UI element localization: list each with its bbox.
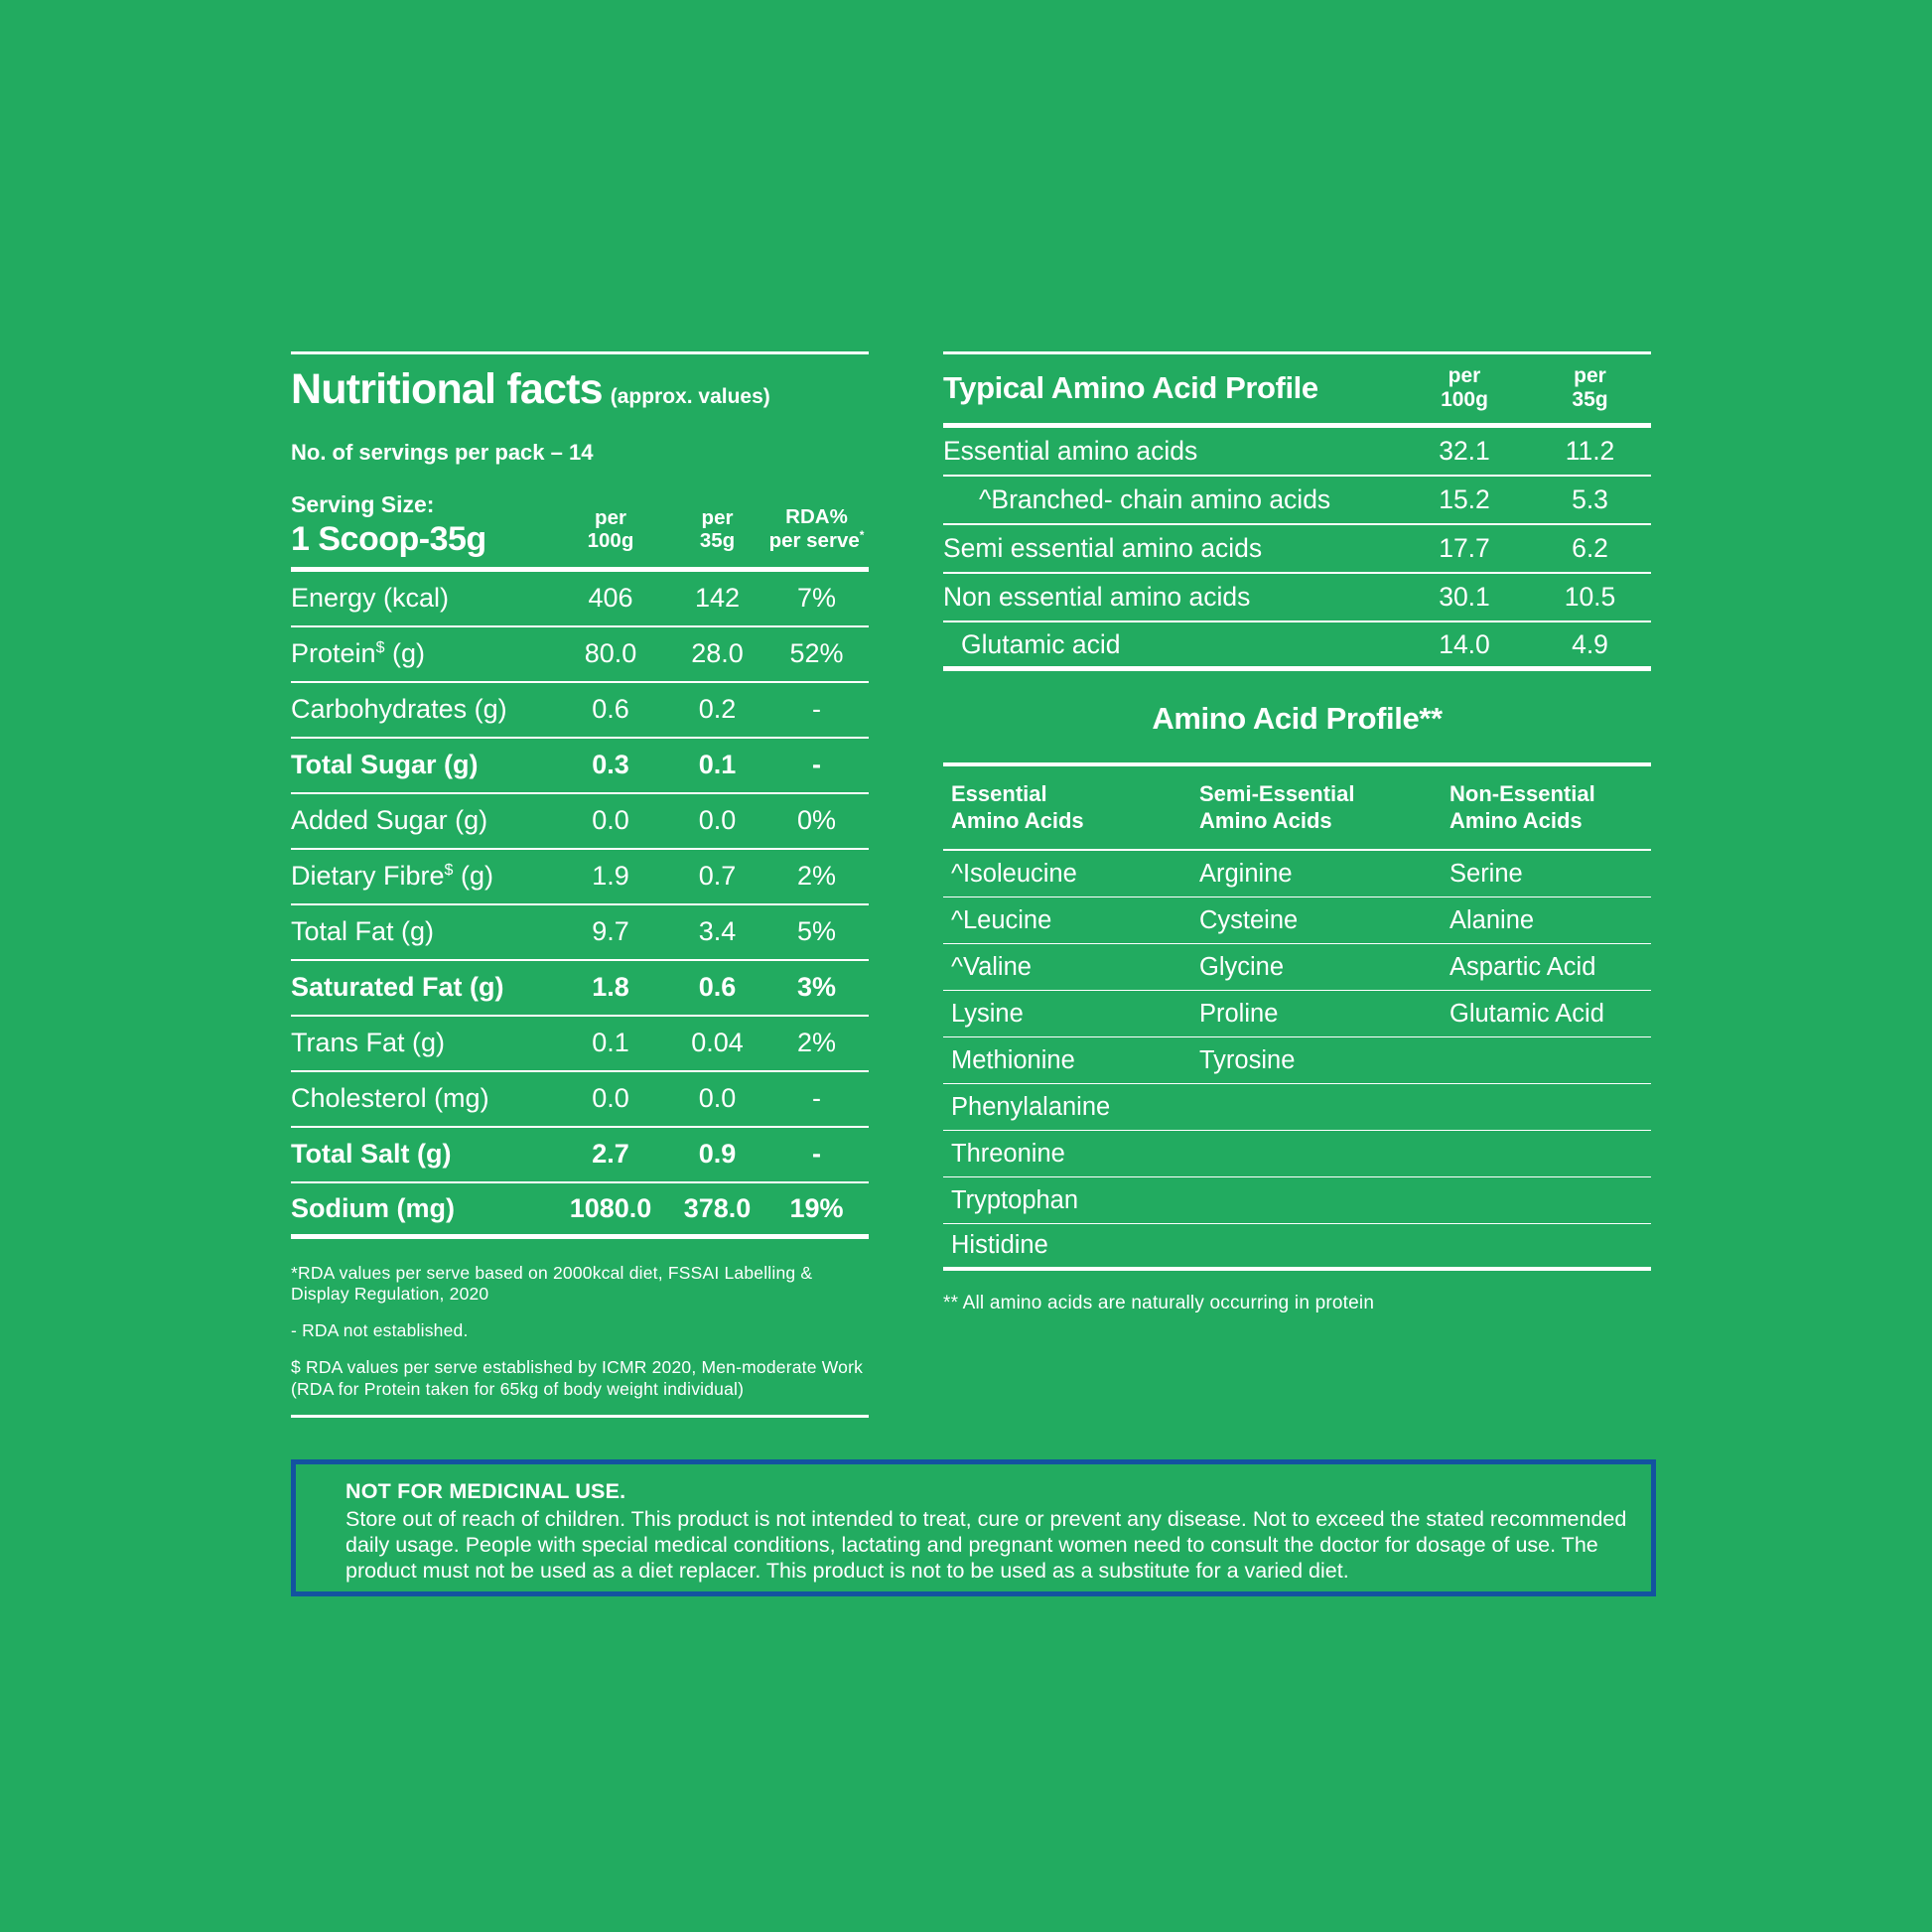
amino-row — [943, 944, 1651, 991]
column-header-per-100g — [551, 507, 670, 559]
semi-essential-amino: Arginine — [1199, 859, 1293, 888]
value-per-100g: 30.1 — [1439, 582, 1490, 613]
nutrient-name: Protein$ (g) — [291, 638, 425, 669]
semi-essential-amino: Proline — [1199, 999, 1279, 1028]
typical-row-non-essential — [943, 574, 1651, 622]
col-line2: 35g — [699, 528, 736, 552]
non-essential-amino: Serine — [1449, 859, 1523, 888]
amino-row — [943, 1084, 1651, 1131]
value-rda: 2% — [796, 861, 837, 892]
value-per-100g: 0.1 — [592, 1028, 629, 1058]
serving-size-label: Serving Size: — [291, 490, 435, 517]
col-line1: RDA% — [785, 505, 848, 529]
nutrition-row-energy — [291, 572, 869, 627]
nutrition-row-carbohydrates — [291, 683, 869, 739]
nutrition-row-cholesterol — [291, 1072, 869, 1128]
value-per-35g: 4.9 — [1572, 628, 1608, 659]
value-per-35g: 0.1 — [698, 750, 737, 780]
value-per-100g: 1080.0 — [569, 1192, 652, 1223]
value-per-100g: 0.0 — [592, 805, 629, 836]
typical-profile-title: Typical Amino Acid Profile — [943, 369, 1318, 405]
essential-amino: ^Leucine — [951, 905, 1052, 934]
value-per-35g: 0.6 — [698, 972, 737, 1003]
typical-row-glutamic-acid — [943, 622, 1651, 671]
value-rda: - — [812, 1083, 821, 1114]
value-per-100g: 0.6 — [592, 694, 629, 725]
footnote-rda-not-established: - RDA not established. — [291, 1320, 469, 1341]
value-per-35g: 0.2 — [698, 694, 737, 725]
value-per-100g: 1.8 — [592, 972, 629, 1003]
amino-row — [943, 1177, 1651, 1224]
value-per-35g: 0.7 — [698, 861, 737, 892]
title-text: Nutritional facts — [291, 365, 603, 413]
value-per-100g: 14.0 — [1439, 628, 1490, 659]
col-line2: 35g — [1572, 387, 1608, 411]
essential-amino: Tryptophan — [951, 1185, 1079, 1214]
amino-row — [943, 991, 1651, 1037]
non-essential-amino: Aspartic Acid — [1449, 952, 1596, 981]
amino-group-name: Non essential amino acids — [943, 582, 1251, 613]
value-per-100g: 15.2 — [1439, 484, 1490, 515]
typical-profile-header — [943, 364, 1651, 411]
value-per-35g: 142 — [694, 583, 741, 614]
value-per-100g: 9.7 — [592, 916, 629, 947]
nutrition-row-trans-fat — [291, 1017, 869, 1072]
value-per-100g: 17.7 — [1439, 533, 1490, 564]
value-per-100g: 1.9 — [592, 861, 629, 892]
servings-per-pack: No. of servings per pack – 14 — [291, 439, 594, 465]
essential-amino: Histidine — [951, 1231, 1048, 1260]
column-header-non-essential: Non-Essential Amino Acids — [1449, 780, 1595, 834]
nutrition-facts-panel — [291, 351, 869, 1418]
col-line2: 100g — [587, 528, 634, 552]
footnote-rda-basis: *RDA values per serve based on 2000kcal diet, FSSAI Labelling & Display Regulation, 2020 — [291, 1262, 813, 1305]
amino-group-name: Essential amino acids — [943, 436, 1198, 467]
amino-group-name: Glutamic acid — [961, 628, 1121, 659]
value-per-35g: 28.0 — [691, 638, 744, 669]
col-line1: per — [1574, 364, 1606, 387]
nutrition-row-total-fat — [291, 905, 869, 961]
col-line2: 100g — [1441, 387, 1488, 411]
value-per-100g: 406 — [588, 583, 633, 614]
value-per-35g: 3.4 — [698, 916, 737, 947]
value-rda: - — [812, 750, 821, 780]
col-line2: per serve — [768, 528, 860, 552]
value-per-100g: 2.7 — [592, 1139, 629, 1170]
column-header-rda — [764, 506, 869, 559]
essential-amino: ^Isoleucine — [951, 859, 1077, 888]
top-rule — [943, 351, 1651, 354]
semi-essential-amino: Tyrosine — [1199, 1045, 1296, 1074]
serving-size-block — [291, 491, 551, 559]
value-rda: 19% — [789, 1192, 844, 1223]
nutrition-row-added-sugar — [291, 794, 869, 850]
approx-values-note: (approx. values) — [610, 385, 770, 408]
nutrition-row-total-sugar — [291, 739, 869, 794]
amino-group-name: ^Branched- chain amino acids — [979, 484, 1331, 515]
amino-profile-column-headers — [943, 766, 1651, 849]
typical-row-semi-essential — [943, 525, 1651, 574]
nutrition-facts-title — [291, 365, 869, 413]
amino-row — [943, 1131, 1651, 1177]
amino-profile-footnote: ** All amino acids are naturally occurring in protein — [943, 1293, 1375, 1314]
nutrient-name: Saturated Fat (g) — [291, 972, 504, 1003]
typical-row-essential — [943, 428, 1651, 477]
nutrient-name: Sodium (mg) — [291, 1192, 455, 1223]
nutrition-table-header — [291, 491, 869, 559]
nutrient-name: Cholesterol (mg) — [291, 1083, 489, 1114]
value-per-35g: 0.04 — [691, 1028, 744, 1058]
footnote-icmr: $ RDA values per serve established by ICMR 2020, Men-moderate Work (RDA for Protein taken for 65kg of body weight individual) — [291, 1356, 864, 1399]
amino-row — [943, 1037, 1651, 1084]
disclaimer-title: NOT FOR MEDICINAL USE. — [345, 1479, 626, 1503]
nutrient-name: Dietary Fibre$ (g) — [291, 861, 493, 892]
value-per-35g: 11.2 — [1565, 436, 1615, 467]
amino-row — [943, 897, 1651, 944]
value-per-35g: 0.0 — [698, 805, 737, 836]
column-header-per-100g — [1400, 364, 1529, 411]
serving-size-value: 1 Scoop-35g — [291, 519, 486, 558]
value-per-100g: 0.0 — [592, 1083, 629, 1114]
nutrition-row-saturated-fat — [291, 961, 869, 1017]
column-header-per-35g — [1529, 364, 1651, 411]
col-line1: per — [1448, 364, 1481, 387]
amino-profile-title: Amino Acid Profile** — [1152, 701, 1443, 737]
col-line1: per — [595, 505, 626, 529]
bottom-rule — [291, 1415, 869, 1418]
disclaimer-body: Store out of reach of children. This product is not intended to treat, cure or prevent any disease. Not to exceed the stated recommended daily usage. People with special medical conditions, lactating and pregnant women need to consult the doctor for dosage of use. The product must not be used as a diet replacer. This product is not to be used as a substitute for a varied diet. — [345, 1507, 1627, 1583]
value-per-35g: 0.0 — [698, 1083, 737, 1114]
value-per-35g: 5.3 — [1572, 484, 1608, 515]
column-header-semi-essential: Semi-Essential Amino Acids — [1199, 780, 1355, 834]
value-rda: 3% — [796, 972, 837, 1003]
nutrition-footnotes — [291, 1263, 869, 1400]
value-rda: 7% — [796, 583, 837, 614]
top-rule — [291, 351, 869, 354]
value-per-100g: 32.1 — [1439, 436, 1490, 467]
nutrient-name: Energy (kcal) — [291, 583, 450, 614]
value-rda: 52% — [789, 638, 844, 669]
value-rda: 2% — [796, 1028, 837, 1058]
nutrition-row-sodium — [291, 1183, 869, 1239]
value-per-35g: 6.2 — [1572, 533, 1608, 564]
disclaimer-box — [291, 1459, 1656, 1596]
col-line1: per — [701, 505, 734, 529]
value-rda: - — [812, 1139, 821, 1170]
value-rda: 0% — [796, 805, 837, 836]
nutrition-row-dietary-fibre — [291, 850, 869, 905]
semi-essential-amino: Glycine — [1199, 952, 1285, 981]
amino-row — [943, 851, 1651, 897]
value-per-35g: 0.9 — [698, 1139, 737, 1170]
amino-group-name: Semi essential amino acids — [943, 533, 1263, 564]
non-essential-amino: Glutamic Acid — [1449, 999, 1604, 1028]
nutrient-name: Total Fat (g) — [291, 916, 435, 947]
value-per-35g: 378.0 — [683, 1192, 752, 1223]
essential-amino: Methionine — [951, 1045, 1075, 1074]
value-rda: 5% — [796, 916, 837, 947]
non-essential-amino: Alanine — [1449, 905, 1535, 934]
value-per-100g: 0.3 — [592, 750, 629, 780]
column-header-essential: Essential Amino Acids — [951, 780, 1084, 834]
value-per-35g: 10.5 — [1564, 582, 1616, 613]
semi-essential-amino: Cysteine — [1199, 905, 1299, 934]
nutrient-name: Total Salt (g) — [291, 1139, 452, 1170]
nutrition-row-protein — [291, 627, 869, 683]
essential-amino: ^Valine — [951, 952, 1032, 981]
amino-acid-panel — [943, 351, 1651, 1314]
value-rda: - — [812, 694, 821, 725]
typical-row-bcaa — [943, 477, 1651, 525]
essential-amino: Threonine — [951, 1139, 1065, 1168]
column-header-per-35g — [670, 507, 764, 559]
nutrient-name: Added Sugar (g) — [291, 805, 488, 836]
nutrient-name: Total Sugar (g) — [291, 750, 479, 780]
nutrition-row-total-salt — [291, 1128, 869, 1183]
amino-row — [943, 1224, 1651, 1271]
value-per-100g: 80.0 — [584, 638, 637, 669]
essential-amino: Lysine — [951, 999, 1024, 1028]
rda-asterisk: * — [859, 528, 865, 543]
essential-amino: Phenylalanine — [951, 1092, 1111, 1121]
nutrient-name: Carbohydrates (g) — [291, 694, 507, 725]
nutrient-name: Trans Fat (g) — [291, 1028, 446, 1058]
